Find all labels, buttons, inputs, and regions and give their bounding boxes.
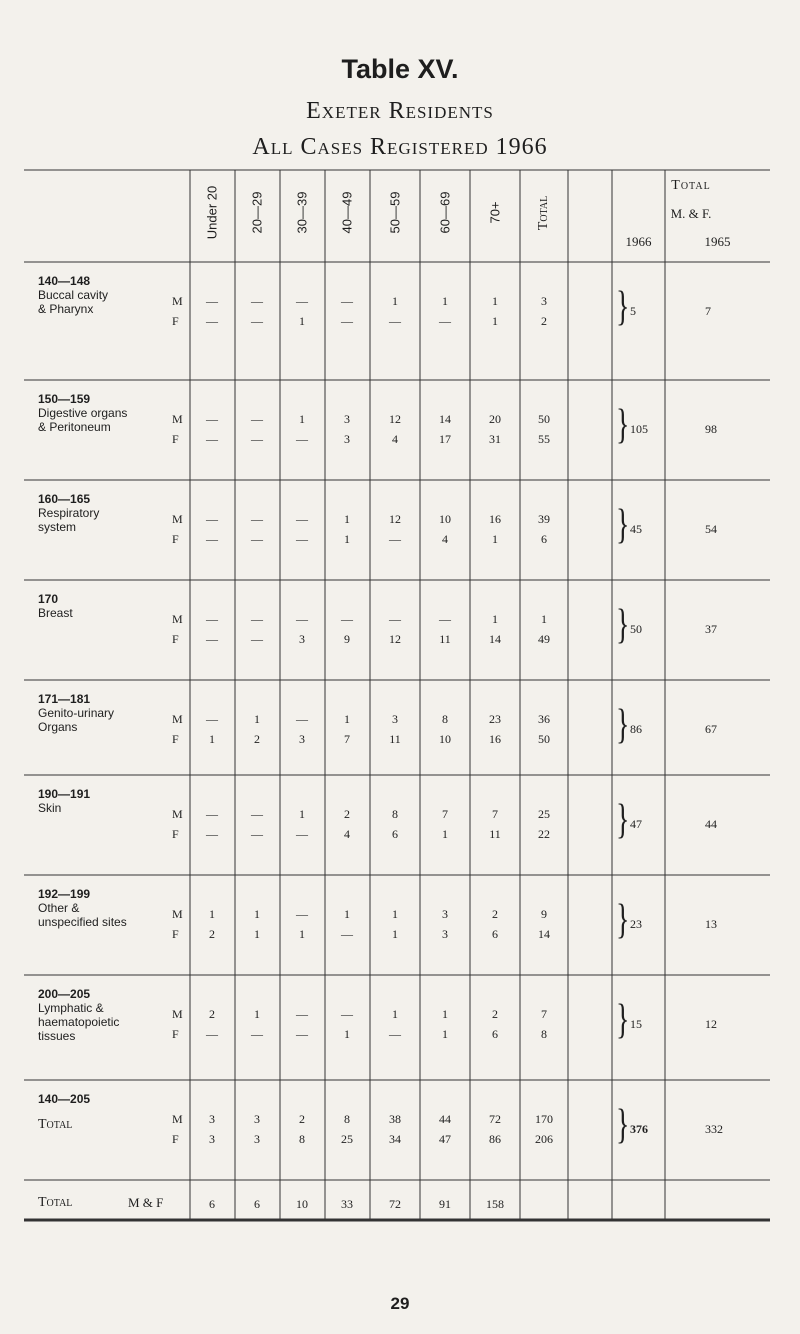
- cell-f: 14: [538, 927, 550, 941]
- cell-m: 8: [344, 1112, 350, 1126]
- cell-m: —: [206, 712, 218, 726]
- row-code: 160—165: [38, 492, 91, 506]
- cell-m: 44: [439, 1112, 451, 1126]
- row-code: 200—205: [38, 987, 91, 1001]
- cell-m: 3: [209, 1112, 215, 1126]
- cell-f: 22: [538, 827, 550, 841]
- cell-f: 34: [389, 1132, 401, 1146]
- cell-m: 23: [489, 712, 501, 726]
- cell-m: —: [206, 512, 218, 526]
- cell-f: 1: [492, 532, 498, 546]
- cell-f: 8: [541, 1027, 547, 1041]
- cell-f: —: [206, 827, 218, 841]
- cell-m: 3: [442, 907, 448, 921]
- cell-m: 16: [489, 512, 501, 526]
- cell-f: —: [251, 314, 263, 328]
- cell-f: —: [296, 827, 308, 841]
- cell-m: 1: [442, 294, 448, 308]
- cell-f: 1: [344, 1027, 350, 1041]
- row-label: Respiratory: [38, 506, 100, 520]
- cell-m: —: [206, 412, 218, 426]
- brace: }: [616, 897, 630, 944]
- cell-f: 10: [439, 732, 451, 746]
- cell-m: 1: [392, 1007, 398, 1021]
- cell-f: 11: [439, 632, 451, 646]
- brace: }: [616, 402, 630, 449]
- cell-f: 2: [209, 927, 215, 941]
- cell-m: 2: [492, 907, 498, 921]
- row-code: 192—199: [38, 887, 91, 901]
- cell-f: 3: [299, 632, 305, 646]
- total-1965: 12: [705, 1017, 717, 1031]
- subtitle-cases: All Cases Registered 1966: [252, 134, 548, 160]
- cell-f: 11: [489, 827, 501, 841]
- cell-m: 1: [344, 712, 350, 726]
- header-age-7: 70+: [487, 201, 503, 224]
- cell-m: 72: [489, 1112, 501, 1126]
- cell-m: 170: [535, 1112, 553, 1126]
- cell-m: —: [251, 512, 263, 526]
- grand-total-cell: 33: [341, 1197, 353, 1211]
- row-label: Lymphatic &: [38, 1001, 104, 1015]
- grand-total-cell: 91: [439, 1197, 451, 1211]
- brace: }: [616, 1102, 630, 1149]
- cell-m: 7: [541, 1007, 547, 1021]
- row-code: 140—205: [38, 1092, 91, 1106]
- header-age-1: Under 20: [204, 185, 220, 240]
- brace: }: [616, 797, 630, 844]
- cell-m: —: [341, 294, 353, 308]
- cell-f: 3: [299, 732, 305, 746]
- cell-m: 7: [492, 807, 498, 821]
- grand-total-label: Total: [38, 1195, 73, 1210]
- cell-m: 36: [538, 712, 550, 726]
- header-1965: 1965: [704, 234, 731, 249]
- table-title: Table XV.: [341, 54, 459, 84]
- cell-m: 12: [389, 512, 401, 526]
- cell-m: 7: [442, 807, 448, 821]
- cell-m: 1: [442, 1007, 448, 1021]
- cell-m: 3: [541, 294, 547, 308]
- total-1965: 54: [705, 522, 717, 536]
- cell-m: 25: [538, 807, 550, 821]
- cell-m: 14: [439, 412, 451, 426]
- cell-m: 1: [254, 907, 260, 921]
- cell-f: 25: [341, 1132, 353, 1146]
- cell-m: —: [206, 807, 218, 821]
- cell-f: 17: [439, 432, 451, 446]
- cell-f: 4: [392, 432, 398, 446]
- cell-f: 206: [535, 1132, 553, 1146]
- sex-m: M: [172, 1007, 183, 1021]
- sex-m: M: [172, 712, 183, 726]
- grand-total-cell: 6: [254, 1197, 260, 1211]
- cell-f: 6: [541, 532, 547, 546]
- brace: }: [616, 502, 630, 549]
- cell-f: —: [206, 1027, 218, 1041]
- cell-f: 6: [392, 827, 398, 841]
- row-label: Organs: [38, 720, 78, 734]
- row-label: Skin: [38, 801, 62, 815]
- row-label: Total: [38, 1117, 73, 1132]
- sex-f: F: [172, 1132, 179, 1146]
- cell-f: 3: [209, 1132, 215, 1146]
- cell-m: —: [341, 612, 353, 626]
- grand-total-cell: 158: [486, 1197, 504, 1211]
- sex-m: M: [172, 294, 183, 308]
- cell-f: 2: [254, 732, 260, 746]
- cell-m: —: [296, 1007, 308, 1021]
- cell-m: —: [389, 612, 401, 626]
- total-1966: 50: [630, 622, 642, 636]
- header-age-4: 40—49: [339, 191, 355, 234]
- cell-f: —: [206, 432, 218, 446]
- sex-f: F: [172, 927, 179, 941]
- cell-f: —: [341, 927, 353, 941]
- cell-f: —: [251, 432, 263, 446]
- grand-total-cell: 10: [296, 1197, 308, 1211]
- cell-m: 2: [344, 807, 350, 821]
- cell-f: —: [439, 314, 451, 328]
- row-code: 170: [38, 592, 59, 606]
- total-1966: 105: [630, 422, 648, 436]
- cell-f: 1: [209, 732, 215, 746]
- cell-m: 8: [442, 712, 448, 726]
- row-label: Buccal cavity: [38, 288, 109, 302]
- grand-total-cell: 72: [389, 1197, 401, 1211]
- sex-f: F: [172, 532, 179, 546]
- grand-total-mf: M & F: [128, 1195, 164, 1210]
- cell-f: —: [296, 432, 308, 446]
- total-1966: 45: [630, 522, 642, 536]
- row-label: tissues: [38, 1029, 76, 1043]
- brace: }: [616, 702, 630, 749]
- cell-f: 4: [442, 532, 448, 546]
- total-1965: 7: [705, 304, 711, 318]
- cell-f: 14: [489, 632, 501, 646]
- cell-f: —: [389, 1027, 401, 1041]
- cell-f: 16: [489, 732, 501, 746]
- cell-f: 1: [442, 827, 448, 841]
- grand-total-cell: 6: [209, 1197, 215, 1211]
- cell-m: —: [439, 612, 451, 626]
- row-label: Other &: [38, 901, 80, 915]
- cell-m: —: [251, 807, 263, 821]
- cell-m: —: [296, 612, 308, 626]
- header-age-6: 60—69: [437, 191, 453, 234]
- cell-m: —: [296, 512, 308, 526]
- cell-m: —: [341, 1007, 353, 1021]
- cell-m: 1: [492, 612, 498, 626]
- cell-f: 11: [389, 732, 401, 746]
- cell-m: 1: [299, 807, 305, 821]
- cell-f: 7: [344, 732, 350, 746]
- cell-f: —: [296, 532, 308, 546]
- cell-m: 3: [392, 712, 398, 726]
- total-1966: 376: [630, 1122, 648, 1136]
- total-1966: 5: [630, 304, 636, 318]
- cell-f: —: [296, 1027, 308, 1041]
- cell-f: 6: [492, 927, 498, 941]
- cell-f: 3: [442, 927, 448, 941]
- cell-m: 1: [541, 612, 547, 626]
- cell-m: 20: [489, 412, 501, 426]
- cell-m: 3: [344, 412, 350, 426]
- cell-m: 1: [209, 907, 215, 921]
- cell-f: 8: [299, 1132, 305, 1146]
- cell-f: 50: [538, 732, 550, 746]
- cell-m: —: [296, 907, 308, 921]
- row-label: & Peritoneum: [38, 420, 111, 434]
- cell-m: 2: [299, 1112, 305, 1126]
- cell-m: 9: [541, 907, 547, 921]
- cell-f: —: [206, 314, 218, 328]
- sex-m: M: [172, 612, 183, 626]
- total-1966: 23: [630, 917, 642, 931]
- brace: }: [616, 997, 630, 1044]
- header-mf: M. & F.: [670, 206, 712, 221]
- cell-m: 10: [439, 512, 451, 526]
- row-label: Breast: [38, 606, 73, 620]
- sex-f: F: [172, 432, 179, 446]
- cell-m: 2: [492, 1007, 498, 1021]
- row-label: Digestive organs: [38, 406, 128, 420]
- cell-f: —: [251, 532, 263, 546]
- cell-m: 2: [209, 1007, 215, 1021]
- cell-m: 1: [392, 294, 398, 308]
- cell-m: —: [296, 294, 308, 308]
- total-1965: 332: [705, 1122, 723, 1136]
- brace: }: [616, 602, 630, 649]
- cell-f: 12: [389, 632, 401, 646]
- page-number: 29: [390, 1294, 410, 1313]
- row-label: haematopoietic: [38, 1015, 120, 1029]
- sex-m: M: [172, 412, 183, 426]
- cell-f: 1: [492, 314, 498, 328]
- cell-m: 1: [392, 907, 398, 921]
- sex-m: M: [172, 907, 183, 921]
- cell-f: —: [251, 1027, 263, 1041]
- cell-f: 47: [439, 1132, 451, 1146]
- cell-f: 55: [538, 432, 550, 446]
- row-label: unspecified sites: [38, 915, 127, 929]
- sex-f: F: [172, 314, 179, 328]
- cell-f: 1: [344, 532, 350, 546]
- sex-m: M: [172, 512, 183, 526]
- cell-f: 9: [344, 632, 350, 646]
- sex-f: F: [172, 632, 179, 646]
- cell-m: 1: [492, 294, 498, 308]
- cell-m: 1: [254, 1007, 260, 1021]
- row-code: 150—159: [38, 392, 91, 406]
- cell-f: 49: [538, 632, 550, 646]
- sex-f: F: [172, 827, 179, 841]
- cell-m: —: [206, 294, 218, 308]
- row-code: 190—191: [38, 787, 91, 801]
- total-1965: 13: [705, 917, 717, 931]
- cell-f: —: [389, 532, 401, 546]
- cell-m: 1: [344, 907, 350, 921]
- cell-f: 4: [344, 827, 350, 841]
- total-1965: 67: [705, 722, 717, 736]
- header-age-3: 30—39: [294, 191, 310, 234]
- cell-f: 3: [254, 1132, 260, 1146]
- cell-m: —: [251, 612, 263, 626]
- total-1966: 47: [630, 817, 642, 831]
- total-1965: 44: [705, 817, 717, 831]
- cell-m: 1: [254, 712, 260, 726]
- cell-f: —: [389, 314, 401, 328]
- cell-m: 38: [389, 1112, 401, 1126]
- cell-m: 50: [538, 412, 550, 426]
- cell-f: —: [251, 827, 263, 841]
- cell-f: 6: [492, 1027, 498, 1041]
- subtitle-residents: Exeter Residents: [306, 98, 494, 124]
- total-1966: 15: [630, 1017, 642, 1031]
- cell-f: 1: [254, 927, 260, 941]
- cell-f: 86: [489, 1132, 501, 1146]
- header-total: Total: [536, 195, 551, 231]
- row-label: system: [38, 520, 77, 534]
- sex-f: F: [172, 732, 179, 746]
- cell-m: 8: [392, 807, 398, 821]
- cell-f: —: [341, 314, 353, 328]
- cell-f: 1: [299, 927, 305, 941]
- cell-m: 1: [344, 512, 350, 526]
- cell-f: 1: [442, 1027, 448, 1041]
- total-1965: 98: [705, 422, 717, 436]
- sex-m: M: [172, 807, 183, 821]
- row-code: 140—148: [38, 274, 91, 288]
- cell-f: 1: [299, 314, 305, 328]
- total-1966: 86: [630, 722, 642, 736]
- cell-m: 3: [254, 1112, 260, 1126]
- row-label: Genito-urinary: [38, 706, 115, 720]
- header-total-mf: Total: [671, 178, 711, 193]
- brace: }: [616, 284, 630, 331]
- cell-m: —: [251, 412, 263, 426]
- cell-m: 1: [299, 412, 305, 426]
- header-age-2: 20—29: [249, 191, 265, 234]
- cell-f: —: [206, 532, 218, 546]
- cell-f: —: [251, 632, 263, 646]
- header-age-5: 50—59: [387, 191, 403, 234]
- cell-m: —: [251, 294, 263, 308]
- sex-m: M: [172, 1112, 183, 1126]
- sex-f: F: [172, 1027, 179, 1041]
- cell-f: 3: [344, 432, 350, 446]
- cell-m: 39: [538, 512, 550, 526]
- row-label: & Pharynx: [38, 302, 94, 316]
- cell-f: 1: [392, 927, 398, 941]
- cell-f: 2: [541, 314, 547, 328]
- cell-f: 31: [489, 432, 501, 446]
- cell-f: —: [206, 632, 218, 646]
- cell-m: 12: [389, 412, 401, 426]
- cell-m: —: [206, 612, 218, 626]
- header-1966: 1966: [625, 234, 652, 249]
- row-code: 171—181: [38, 692, 91, 706]
- total-1965: 37: [705, 622, 717, 636]
- cell-m: —: [296, 712, 308, 726]
